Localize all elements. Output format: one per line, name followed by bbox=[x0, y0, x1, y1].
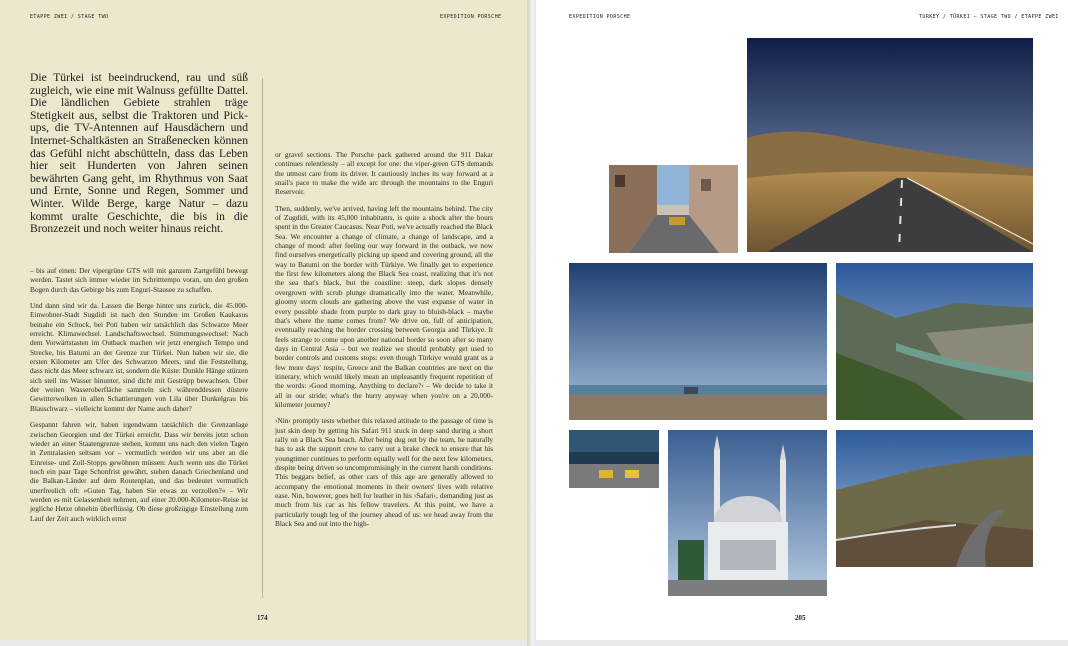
photo-black-sea-beach bbox=[569, 263, 827, 420]
german-body-column bbox=[30, 266, 248, 530]
photo-mountain-road bbox=[836, 430, 1033, 567]
column-divider bbox=[262, 78, 263, 598]
body-paragraph: Gespannt fahren wir, haben irgendwann tatsächlich die Grenzanlage zwischen Georgien und der Türkei erreicht. Dass wir bereits jetzt schon wieder an einer Staatengrenze stehen, kommt uns nach den vielen Tagen in Zentralasien seltsam vor – vermutlich werden wir uns aber an die Einreise- und Zoll-Stopps gewöhnen müssen: Auch wenn uns die Türkei noch ein paar Tage Schonfrist gewährt, stehen danach Griechenland und die Balkan-Länder auf dem Routenplan, und das bedeutet vermutlich unerfreulich oft: »Guten Tag, haben Sie etwas zu verzollen?« – Wir werden es mit Gelassenheit nehmen, auf einer 20.000-Kilometer-Reise ist jegliche Hetze ohnehin überflüssig. Ob diese großzügige Einstellung zum Lauf der Zeit auch wirklich ernst bbox=[30, 420, 248, 523]
book-gutter bbox=[527, 0, 536, 646]
body-paragraph: Und dann sind wir da. Lassen die Berge hinter uns zurück, die 45.000-Einwohner-Stadt Sugdidi ist nach den Stunden im Großen Kaukasus beinahe ein Schock, bei Poti haben wir tatsächlich das Schwarze Meer erreicht. Klimawechsel. Landschaftswechsel. Stimmungswechsel: Nach dem Vorwärtstasten im Outback machen wir jetzt energisch Tempo und Strecke, bis Batumi an der Grenze zur Türkei. Nun haben wir sie, die ersten Kilometer am Ufer des Schwarzen Meers, und die Feststellung, dass nicht das Meer schwarz ist, sondern die Küste: Dunkle Hänge stürzen sich steil ins Wasser hinunter, sind dicht mit Gestrüpp bewachsen. Über der weiten Wasseroberfläche sammeln sich währenddessen düstere Gewitterwolken in allen Schattierungen von Lila über Dunkelgrau bis Blauschwarz – vielleicht kommt der Name auch daher? bbox=[30, 301, 248, 413]
right-page-header-left: EXPEDITION PORSCHE bbox=[569, 14, 631, 20]
left-page-header-right: EXPEDITION PORSCHE bbox=[440, 14, 502, 20]
body-paragraph: ›Nin‹ promptly tests whether this relaxed attitude to the passage of time is just skin deep by getting his Safari 911 stuck in deep sand during a short rally on a Black Sea beach. After being dug out by the team, he naturally has to ask the support crew to carry out a brake check to ensure that his youngtimer continues to perform equally well for the next few kilometers, despite being driven so uncompromisingly in the current harsh conditions. This beggars belief, as other cars of this age are generally allowed to accompany the emotional moments in their owners' lives with relative ease. Nin, however, goes hell for leather in his ›Safari‹, demanding just as much from his car as his fellow travelers. At this point, we have a particularly tough leg of the journey ahead of us: we head away from the Black Sea and out into the high- bbox=[275, 416, 493, 529]
photo-desert-road bbox=[747, 38, 1033, 252]
body-paragraph: – bis auf einen: Der vipergrüne GTS will mit ganzem Zartgefühl bewegt werden. Tastet sich immer wieder im Schritttempo voran, um den großen Bogen durch das Gebirge bis zum Enguri-Stausee zu schaffen. bbox=[30, 266, 248, 294]
left-page-header-left: ETAPPE ZWEI / STAGE TWO bbox=[30, 14, 109, 20]
body-paragraph: or gravel sections. The Porsche pack gathered around the 911 Dakar continues relentlessly – all except for one: the viper-green GTS demands the utmost care from its driver. It cautiously inches its way forward at a snail's pace to make the wide arc through the mountains to the Enguri Reservoir. bbox=[275, 150, 493, 197]
left-page bbox=[0, 0, 527, 640]
left-page-number: 174 bbox=[257, 614, 268, 622]
photo-town-street bbox=[609, 165, 738, 253]
body-paragraph: Then, suddenly, we've arrived, having left the mountains behind. The city of Zugdidi, with its 45,000 inhabitants, is quite a shock after the hours spent in the Greater Caucasus. Near Poti, we've actually reached the Black Sea. We encounter a change of climate, a change of landscape, and a change of mood: after feeling our way forward in the outback, we now find ourselves energetically picking up speed and covering ground, all the way to Batumi on the border with Türkiye. We finally get to experience the first few kilometers along the Black Sea coast, realizing that it's not the sea that's black, but the coastline: steep, dark slopes densely overgrown with scrub plunge dramatically into the water. Meanwhile, gloomy storm clouds are gathering above the vast expanse of water in every possible shade from purple to dark gray to bluish-black – maybe that's where the name comes from? We drive on, full of anticipation, eventually reaching the border crossing between Georgia and Türkiye. It feels strange to come upon another national border so soon after so many days in Central Asia – but we realize we should probably get used to border controls and customs stops: even though Türkiye would grant us a few more days' respite, Greece and the Balkan countries are next on the itinerary, which would likely mean an unpleasantly frequent repetition of the words: ›Good morning. Anything to declare?‹ – We decide to take it all in our stride; what's the hurry anyway when you're on a 20,000-kilometer journey? bbox=[275, 203, 493, 409]
photo-mosque bbox=[668, 430, 827, 596]
right-page-header-right: TURKEY / TÜRKEI – STAGE TWO / ETAPPE ZWEI bbox=[919, 14, 1059, 20]
right-page-number: 205 bbox=[795, 614, 806, 622]
english-body-column bbox=[275, 150, 493, 535]
lede-paragraph: Die Türkei ist beeindruckend, rau und süß zugleich, wie eine mit Walnuss gefüllte Dattel. Die ländlichen Gebiete strahlen träge Stetigkeit aus, selbst die Traktoren und Pick-ups, die TV-Antennen auf Hausdächern und Internet-Schaltkästen an Straßenecken können das Gefühl nicht abschütteln, dass das Leben hier seit Hunderten von Jahren seinen bewährten Gang geht, im Rhythmus von Saat und Ernte, Sonne und Regen, Sommer und Winter. Wilde Berge, karge Natur – dazu kommt uralte Geschichte, die bis in die Bronzezeit und noch weiter hinaus reicht. bbox=[30, 71, 248, 236]
photo-gas-station bbox=[569, 430, 659, 488]
photo-valley-river bbox=[836, 263, 1033, 420]
